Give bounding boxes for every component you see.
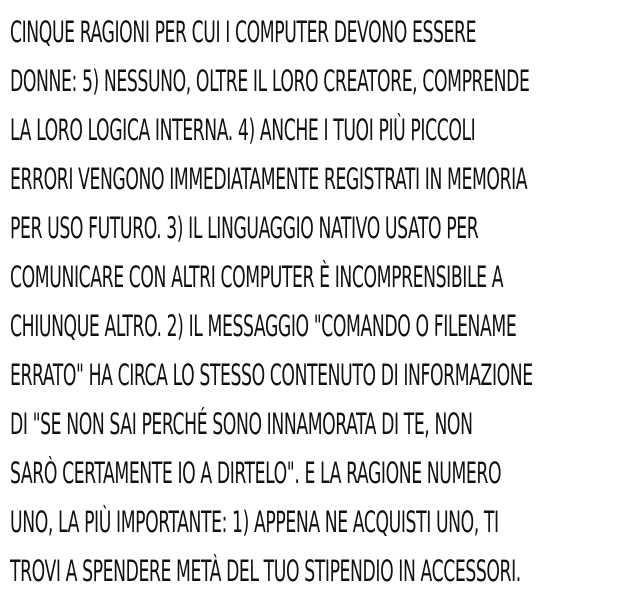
text-line-11: UNO, LA PIÙ IMPORTANTE: 1) APPENA NE ACQUISTI UNO, TI (10, 505, 499, 539)
text-line-10: SARÒ CERTAMENTE IO A DIRTELO". E LA RAGIONE NUMERO (10, 456, 502, 490)
text-line-2: DONNE: 5) NESSUNO, OLTRE IL LORO CREATORE, COMPRENDE (10, 64, 530, 98)
text-line-5: PER USO FUTURO. 3) IL LINGUAGGIO NATIVO USATO PER (10, 211, 479, 245)
text-line-1: CINQUE RAGIONI PER CUI I COMPUTER DEVONO ESSERE (10, 15, 477, 49)
text-line-7: CHIUNQUE ALTRO. 2) IL MESSAGGIO "COMANDO O FILENAME (10, 309, 517, 343)
text-line-4: ERRORI VENGONO IMMEDIATAMENTE REGISTRATI IN MEMORIA (10, 162, 528, 196)
text-line-12: TROVI A SPENDERE METÀ DEL TUO STIPENDIO IN ACCESSORI. (10, 554, 521, 588)
text-line-3: LA LORO LOGICA INTERNA. 4) ANCHE I TUOI PIÙ PICCOLI (10, 113, 476, 147)
text-line-8: ERRATO" HA CIRCA LO STESSO CONTENUTO DI INFORMAZIONE (10, 358, 533, 392)
text-line-6: COMUNICARE CON ALTRI COMPUTER È INCOMPRENSIBILE A (10, 260, 504, 294)
text-line-9: DI "SE NON SAI PERCHÉ SONO INNAMORATA DI TE, NON (10, 407, 473, 441)
